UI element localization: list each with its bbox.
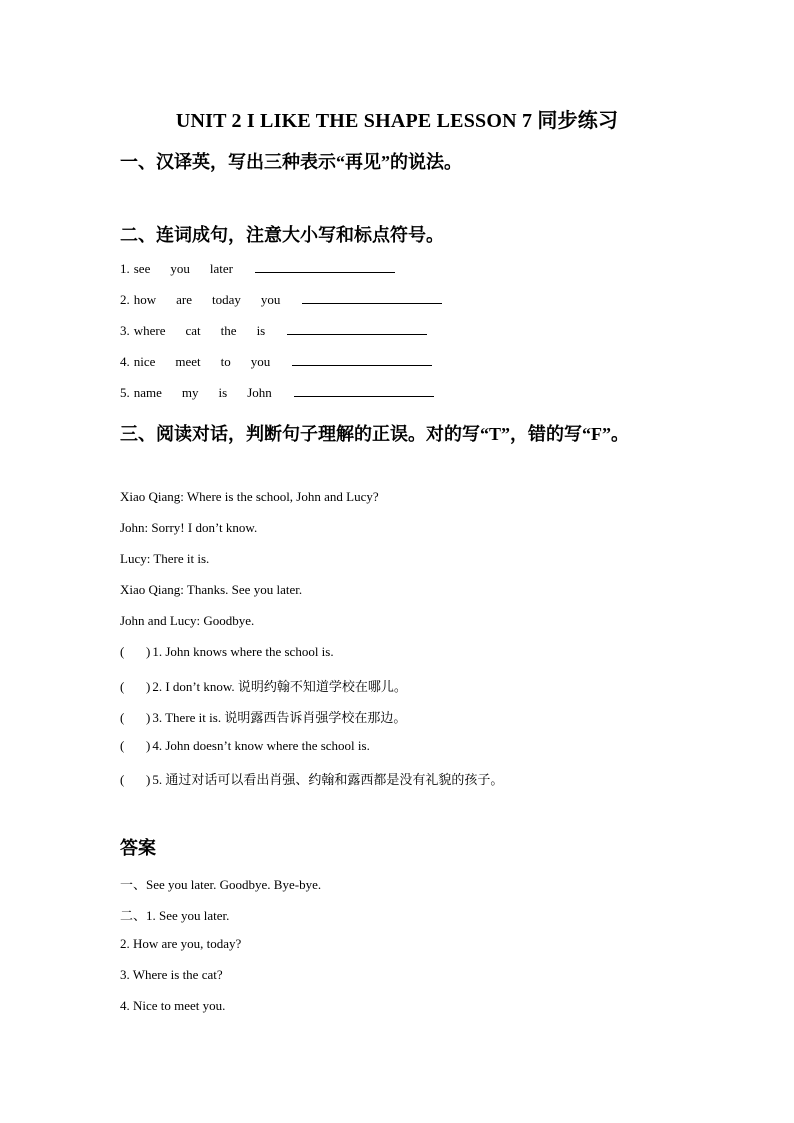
- reorder-item: [120, 384, 434, 401]
- scrambled-word: later: [209, 261, 233, 276]
- scrambled-word: nice: [133, 354, 156, 369]
- true-false-item: [120, 676, 407, 695]
- scrambled-word: you: [170, 261, 190, 276]
- answer-paren-close: ): [146, 738, 151, 753]
- true-false-item: [120, 769, 503, 788]
- item-number: 4.: [120, 354, 130, 369]
- question-text: 4. John doesn’t know where the school is.: [152, 738, 370, 753]
- dialogue-line: John: Sorry! I don’t know.: [120, 520, 258, 535]
- dialogue-line: Lucy: There it is.: [120, 551, 210, 566]
- answer-paren-open[interactable]: (: [120, 738, 125, 753]
- answer-paren-open[interactable]: (: [120, 772, 125, 787]
- scrambled-word: is: [218, 385, 228, 400]
- answer-blank[interactable]: [302, 291, 442, 304]
- answer-paren-close: ): [146, 710, 151, 725]
- answer-line: 3. Where is the cat?: [120, 967, 223, 982]
- item-number: 5.: [120, 385, 130, 400]
- scrambled-word: my: [181, 385, 199, 400]
- scrambled-word: are: [176, 292, 193, 307]
- section2-heading: 二、连词成句，注意大小写和标点符号。: [120, 225, 444, 245]
- answers-heading: 答案: [120, 838, 156, 858]
- answer-paren-close: ): [146, 679, 151, 694]
- scrambled-word: today: [212, 292, 241, 307]
- answer-blank[interactable]: [255, 260, 395, 273]
- answer-line: 二、1. See you later.: [120, 908, 230, 923]
- scrambled-word: cat: [185, 323, 201, 338]
- reorder-item: [120, 260, 395, 277]
- answer-paren-close: ): [146, 772, 151, 787]
- scrambled-word: is: [256, 323, 266, 338]
- answer-paren-open[interactable]: (: [120, 679, 125, 694]
- dialogue-line: Xiao Qiang: Thanks. See you later.: [120, 582, 303, 597]
- answer-blank[interactable]: [287, 322, 427, 335]
- scrambled-word: to: [220, 354, 231, 369]
- answer-line: 4. Nice to meet you.: [120, 998, 226, 1013]
- answer-blank[interactable]: [294, 384, 434, 397]
- scrambled-word: you: [250, 354, 271, 369]
- scrambled-word: you: [260, 292, 281, 307]
- question-text: 5. 通过对话可以看出肖强、约翰和露西都是没有礼貌的孩子。: [152, 772, 504, 787]
- section3-heading: 三、阅读对话，判断句子理解的正误。对的写“T”，错的写“F”。: [120, 424, 629, 444]
- true-false-item: [120, 738, 370, 754]
- scrambled-word: where: [133, 323, 166, 338]
- reorder-item: [120, 291, 442, 308]
- item-number: 3.: [120, 323, 130, 338]
- item-number: 1.: [120, 261, 130, 276]
- answer-paren-close: ): [146, 644, 151, 659]
- scrambled-word: name: [133, 385, 162, 400]
- dialogue-line: Xiao Qiang: Where is the school, John and Lucy?: [120, 489, 379, 504]
- dialogue-line: John and Lucy: Goodbye.: [120, 613, 255, 628]
- reorder-item: [120, 353, 432, 370]
- scrambled-word: how: [133, 292, 157, 307]
- question-text: 3. There it is. 说明露西告诉肖强学校在那边。: [152, 710, 407, 725]
- question-text: 1. John knows where the school is.: [152, 644, 334, 659]
- answer-paren-open[interactable]: (: [120, 710, 125, 725]
- true-false-item: [120, 644, 334, 660]
- scrambled-word: the: [220, 323, 237, 338]
- scrambled-word: meet: [175, 354, 201, 369]
- scrambled-word: John: [247, 385, 272, 400]
- reorder-item: [120, 322, 427, 339]
- scrambled-word: see: [133, 261, 151, 276]
- item-number: 2.: [120, 292, 130, 307]
- answer-line: 一、See you later. Goodbye. Bye-bye.: [120, 877, 322, 892]
- answer-blank[interactable]: [292, 353, 432, 366]
- question-text: 2. I don’t know. 说明约翰不知道学校在哪儿。: [152, 679, 407, 694]
- answer-paren-open[interactable]: (: [120, 644, 125, 659]
- page-title: UNIT 2 I LIKE THE SHAPE LESSON 7 同步练习: [175, 110, 619, 132]
- section1-heading: 一、汉译英，写出三种表示“再见”的说法。: [120, 152, 462, 172]
- true-false-item: [120, 707, 406, 726]
- answer-line: 2. How are you, today?: [120, 936, 242, 951]
